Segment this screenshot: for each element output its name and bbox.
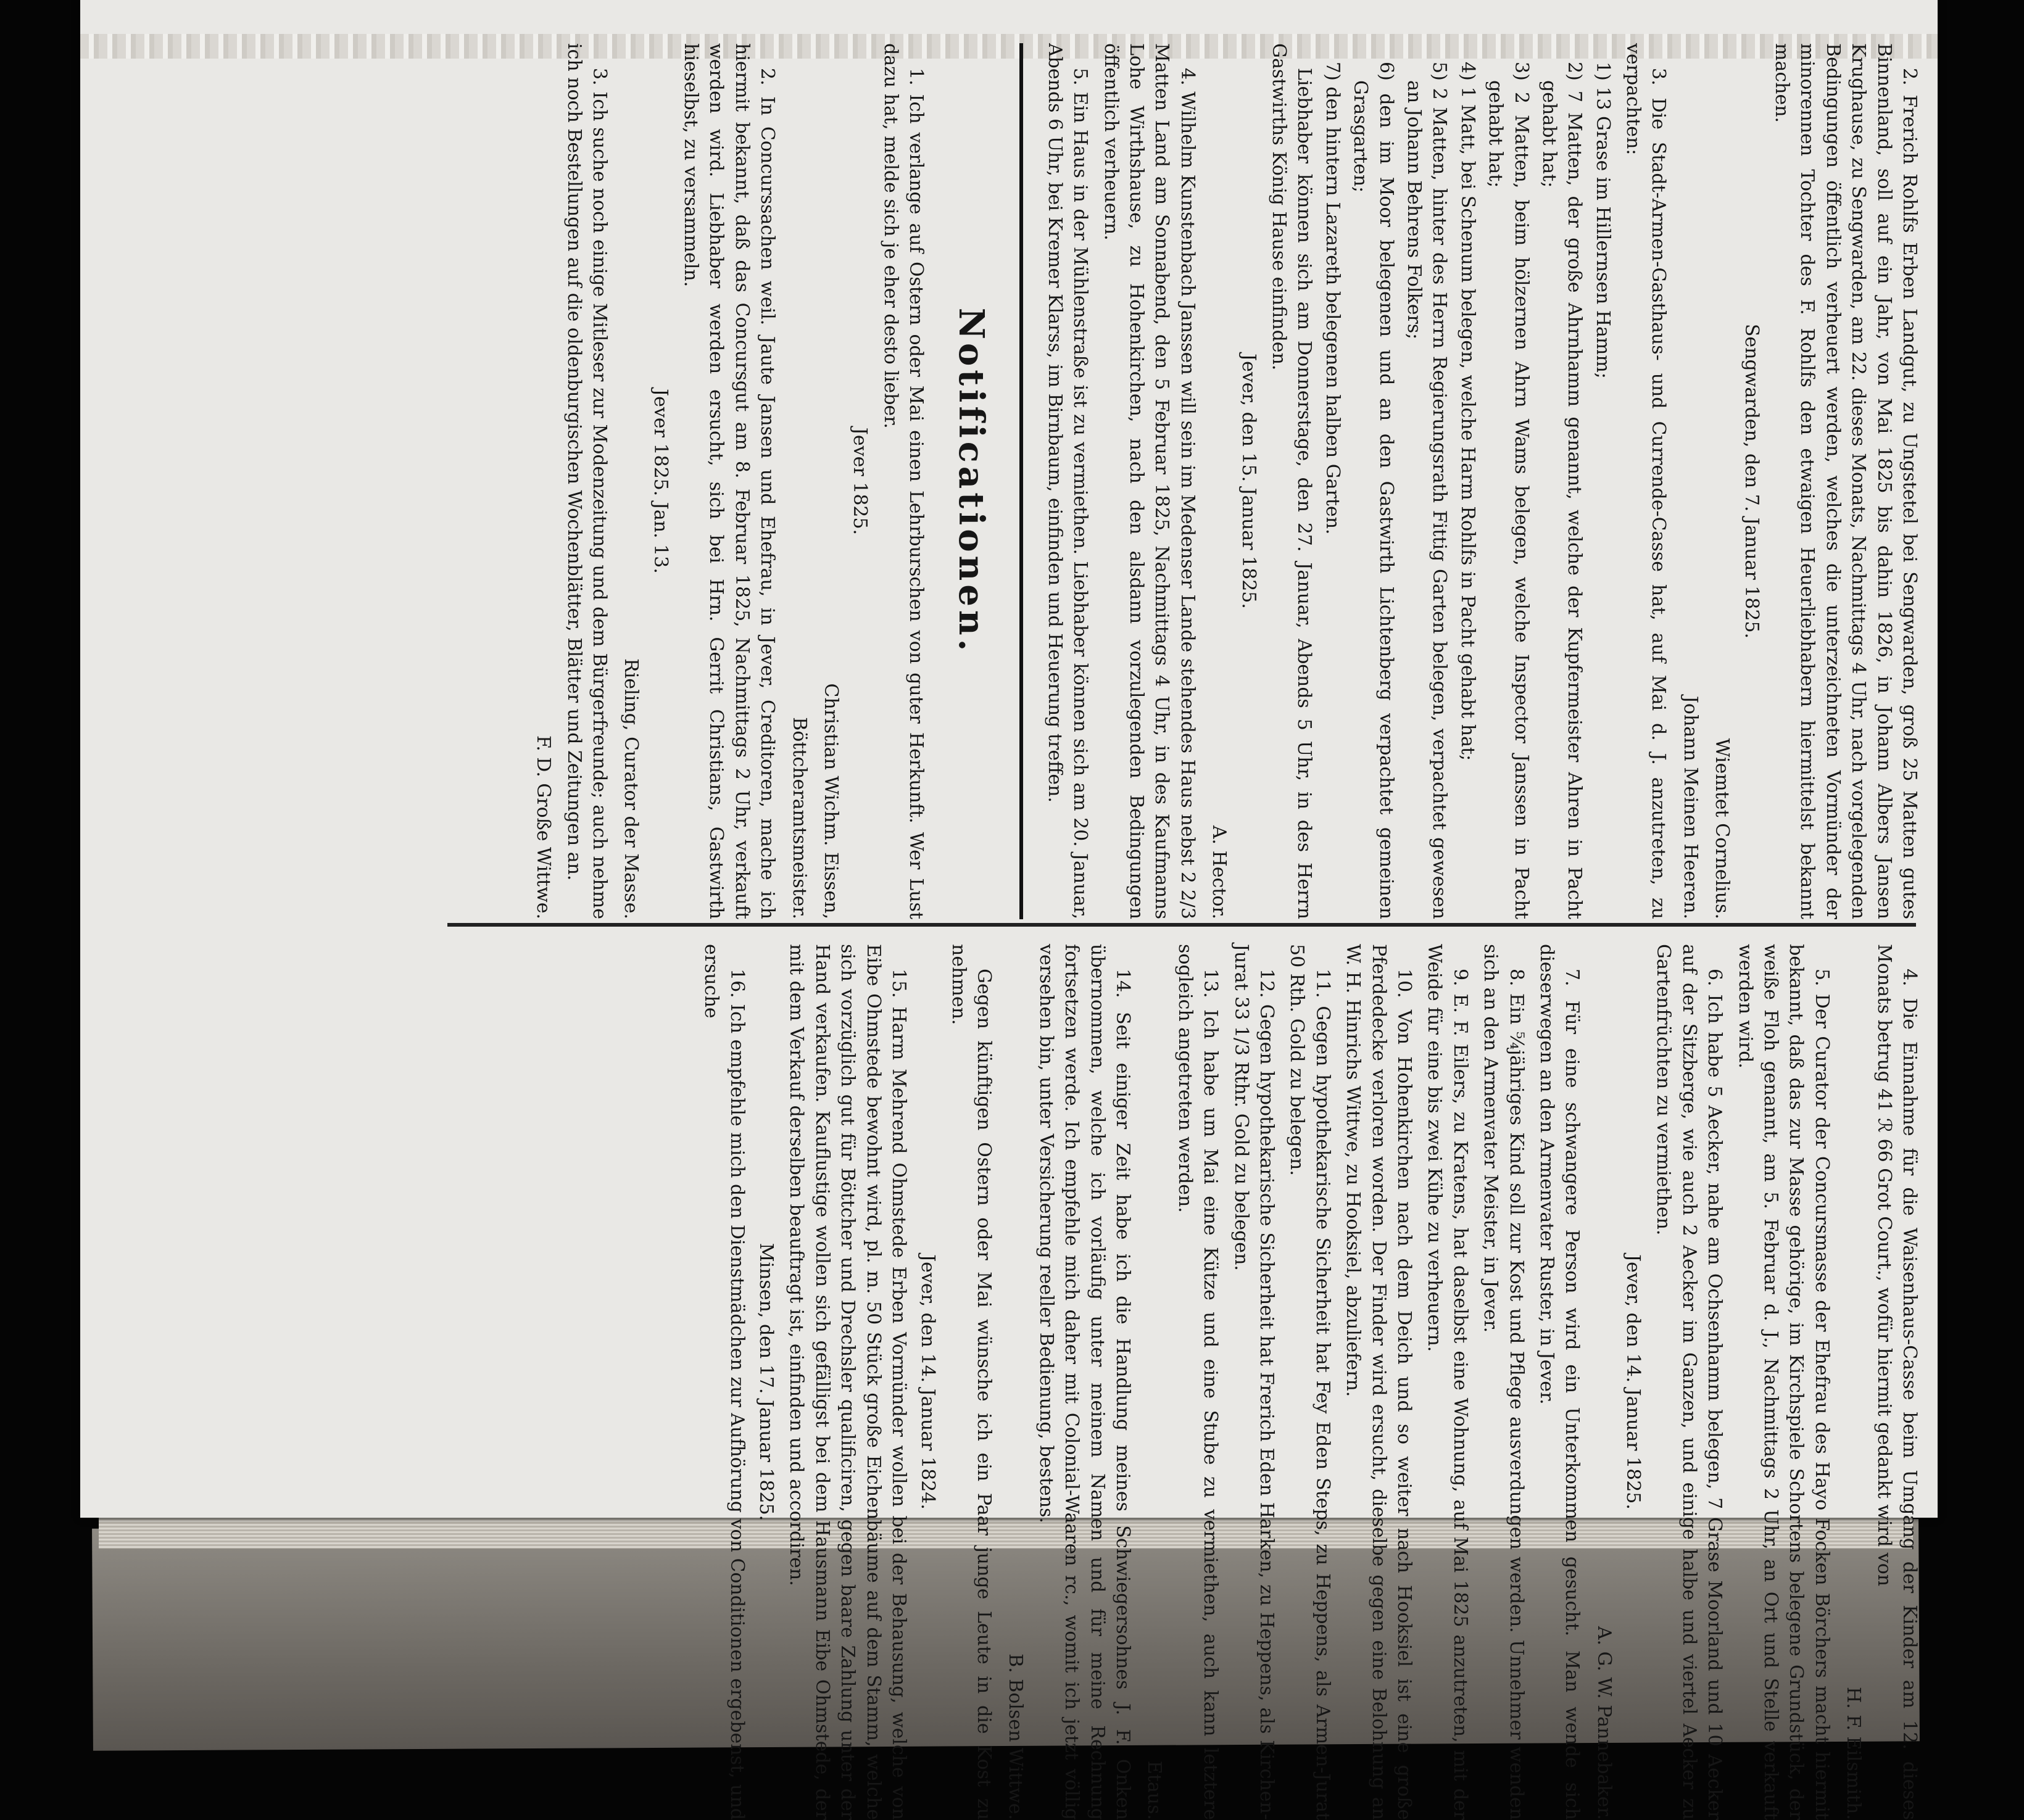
notice-3-item: 4) 1 Matt, bei Schenum belegen, welche Harm Rohlfs in Pacht gehabt hat;: [1456, 62, 1479, 761]
notice-3-item: 5) 2 Matten, hinter des Herrn Regierungsrath Fittig Garten belegen, verpachtet gewesen an Johann Behrens Folkers;: [1403, 62, 1451, 919]
notification-13-text: 13. Ich habe um Mai eine Kütze und eine Stube zu vermiethen, auch kann letztere sogleich angetreten werden.: [1174, 944, 1222, 1820]
notification-1-signature-2: Böttcheramtsmeister.: [788, 717, 810, 919]
notice-3-item: 3) 2 Matten, beim hölzernen Ahrn Wams belegen, welche Inspector Janssen in Pacht gehabt hat;: [1485, 62, 1532, 919]
notice-3-intro: 3. Die Stadt-Armen-Gasthaus- und Currende-Casse hat, auf Mai d. J. anzutreten, zu verpachten:: [1622, 43, 1670, 919]
notification-13-signature: Etaus.: [1143, 1760, 1166, 1820]
notification-4-text: 4. Die Einnahme für die Waisenhaus-Casse beim Umgang der Kinder am 12. dieses Monats betrug 41 ℛ 66 Grot Court., wofür hiermit gedankt wird von: [1873, 944, 1920, 1820]
newspaper-page: [80, 0, 1938, 1820]
notification-10-text: 10. Von Hohenkirchen nach dem Deich und so weiter nach Hooksiel ist eine große Pferdedecke verloren worden. Der Finder wird ersucht, dieselbe gegen eine Belohnung an W. H. Hinrichs Wittwe, zu Hooksiel, abzuliefern.: [1342, 944, 1415, 1820]
notification-11-text: 11. Gegen hypothekarische Sicherheit hat Fey Eden Steps, zu Heppens, als Armen-Jurat 50 Rth. Gold zu belegen.: [1286, 944, 1333, 1820]
notice-3-item: 1) 13 Grase im Hillernsen Hamm;: [1591, 62, 1614, 379]
notification-2-text: 2. In Concurssachen weil. Jaute Jansen und Ehefrau, in Jever, Creditoren, mache ich hiermit bekannt, daß das Concursgut am 8. Februar 1825, Nachmittags 2 Uhr, verkauft werden wird. Liebhaber werden ersucht, sich bei Hrn. Gerrit Christians, Gastwirth hieselbst, zu versammeln.: [680, 43, 779, 919]
notification-extra-text: Gegen künftigen Ostern oder Mai wünsche ich ein Paar junge Leute in die Kost zu nehmen.: [947, 944, 995, 1820]
notice-3-signature: A. Hector.: [1208, 825, 1230, 919]
notification-16-text: 16. Ich empfehle mich den Dienstmädchen zur Aufhörung von Conditionen ergebenst, und ersuche: [700, 944, 748, 1820]
notification-7-text: 7. Für eine schwangere Person wird ein Unterkommen gesucht. Man wende sich dieserwegen an den Armenvater Ruster, in Jever.: [1535, 944, 1583, 1820]
notification-9-text: 9. E. F. Eilers, zu Kratens, hat daselbst eine Wohnung, auf Mai 1825 anzutreten, mit der Weide für eine bis zwei Kühe zu verheuern.: [1424, 944, 1471, 1820]
notification-14-text: 14. Seit einiger Zeit habe ich die Handlung meines Schwiegersohnes J. F. Onken übernommen, welche ich vorläufig unter meinem Namen und für meine Rechnung fortsetzen werde. Ich empfehle mich daher mit Colonial-Waaren rc., womit ich jetzt völlig versehen bin, unter Versicherung reeller Bedienung, bestens.: [1035, 944, 1134, 1820]
notification-2-signature: Rieling, Curator der Masse.: [620, 658, 642, 919]
section-rule: [1020, 43, 1024, 919]
notification-6-text: 6. Ich habe 5 Aecker, nahe am Ochsenhamm belegen, 7 Grase Moorland und 10 Aecker auf der Sitzberge, wie auch 2 Aecker im Ganzen, und einige halbe und viertel Aecker zu Gartenfrüchten zu vermiethen.: [1653, 944, 1726, 1820]
notice-3-item: 2) 7 Matten, der große Ahrnhamm genannt, welche der Kupfermeister Ahren in Pacht gehabt hat;: [1538, 62, 1586, 919]
notice-3-item: 6) den im Moor belegenen und an den Gastwirth Lichtenberg verpachtet gemeinen Grasgarten;: [1350, 62, 1397, 919]
notice-5-text: 5. Ein Haus in der Mühlenstraße ist zu vermiethen. Liebhaber können sich am 20. Januar, Abends 6 Uhr, bei Kremer Klarss, im Birnbaum, einfinden und Heuerung treffen.: [1043, 43, 1092, 919]
notification-3-text: 3. Ich suche noch einige Mitleser zur Modenzeitung und dem Bürgerfreunde; auch nehme ich noch Bestellungen auf die oldenburgischen Wochenblätter, Blätter und Zeitungen an.: [563, 43, 610, 919]
notification-6-signature: A. G. W. Pannebaker.: [1593, 1626, 1615, 1820]
rotated-page-content: [96, 19, 1922, 1820]
column-divider: [447, 923, 1916, 927]
notification-8-text: 8. Ein ⁵⁄₄jähriges Kind soll zur Kost und Pflege ausverdungen werden. Unnehmer wenden sich an den Armenvater Meister, in Jever.: [1480, 944, 1527, 1820]
notification-14-signature: B. Bolsen Wittwe.: [1005, 1653, 1027, 1820]
notification-4-signature: H. F. Eilsmith.: [1843, 1687, 1865, 1820]
notice-3-date: Jever, den 15. Januar 1825.: [1237, 354, 1259, 609]
notification-3-signature: F. D. Große Wittwe.: [533, 735, 555, 919]
notice-2-signature-2: Johann Meinen Heeren.: [1679, 695, 1701, 919]
notice-3-item: 7) den hintern Lazareth belegenen halben Garten.: [1321, 62, 1343, 535]
notification-15-date: Minsen, den 17. Januar 1825.: [755, 1243, 777, 1521]
notice-2-signature-1: Wiemtet Cornelius.: [1711, 738, 1733, 919]
notification-1-date: Jever 1825.: [849, 427, 871, 536]
notification-1-signature-1: Christian Wichm. Eissen,: [820, 683, 842, 919]
left-column: [441, 43, 1922, 919]
notice-2-text: 2. Frerich Rohlfs Erben Landgut, zu Ungstetel bei Sengwarden, groß 25 Matten gutes Binnenland, soll auf ein Jahr, von Mai 1825 bis dahin 1826, in Johann Albers Jansen Krughause, zu Sengwarden, am 22. dieses Monats, Nachmittags 4 Uhr, nach vorgelegenden Bedingungen öffentlich verheuert werden, welches die unterzeichneten Vormünder der minorennen Tochter des F. Rohlfs den etwaigen Heuerliebhabern hiermittelst bekannt machen.: [1771, 43, 1920, 919]
right-column: [441, 944, 1922, 1820]
notification-6-date: Jever, den 14. Januar 1825.: [1622, 1254, 1644, 1510]
notification-12-text: 12. Gegen hypothekarische Sicherheit hat Frerich Eden Harken, zu Heppens, als Kirchen-Jurat 33 1/3 Rthr. Gold zu belegen.: [1230, 944, 1278, 1820]
notification-1-text: 1. Ich verlange auf Ostern oder Mai einen Lehrburschen von guter Herkunft. Wer Lust dazu hat, melde sich je eher desto lieber.: [879, 43, 927, 919]
notice-4-text: 4. Wilhelm Kunstenbach Janssen will sein im Medenser Lande stehendes Haus nebst 2 2/3 Matten Land am Sonnabend, den 5 Februar 1825, Nachmittags 4 Uhr, in des Kaufmanns Lohe Wirthshause, zu Hohenkirchen, nach den alsdann vorzulegenden Bedingungen öffentlich verheuern.: [1100, 43, 1198, 919]
section-heading: Notificationen.: [951, 307, 992, 655]
notification-extra-date: Jever, den 14. Januar 1824.: [917, 1254, 939, 1510]
notice-2-date: Sengwarden, den 7. Januar 1825.: [1740, 323, 1762, 639]
notice-3-text: Liebhaber können sich am Donnerstage, den 27. Januar, Abends 5 Uhr, in des Herrn Gastwirths König Hause einfinden.: [1268, 43, 1316, 919]
notification-15-text: 15. Harm Mehrend Ohmstede Erben Vormünder wollen bei der Behausung, welche von Eibe Ohmstede bewohnt wird, pl. m. 50 Stück große Eichenbäume auf dem Stamm, welche sich vorzüglich gut für Böttcher und Drechsler qualificiren, gegen baare Zahlung unter der Hand verkaufen. Kauflustige wollen sich gefälligst bei dem Hausmann Eibe Ohmstede, der mit dem Verkauf derselben beauftragt ist, einfinden und accordiren.: [786, 944, 910, 1820]
notification-5-text: 5. Der Curator der Concursmasse der Ehefrau des Hayo Focken Börchers macht hiermit bekannt, daß das zur Masse gehörige, im Kirchspiele Schortens belegene Grundstück, der weiße Floh genannt, am 5. Februar d. J., Nachmittags 2 Uhr, an Ort und Stelle verkauft werden wird.: [1734, 944, 1833, 1820]
notification-2-date: Jever 1825. Jan. 13.: [649, 389, 671, 574]
